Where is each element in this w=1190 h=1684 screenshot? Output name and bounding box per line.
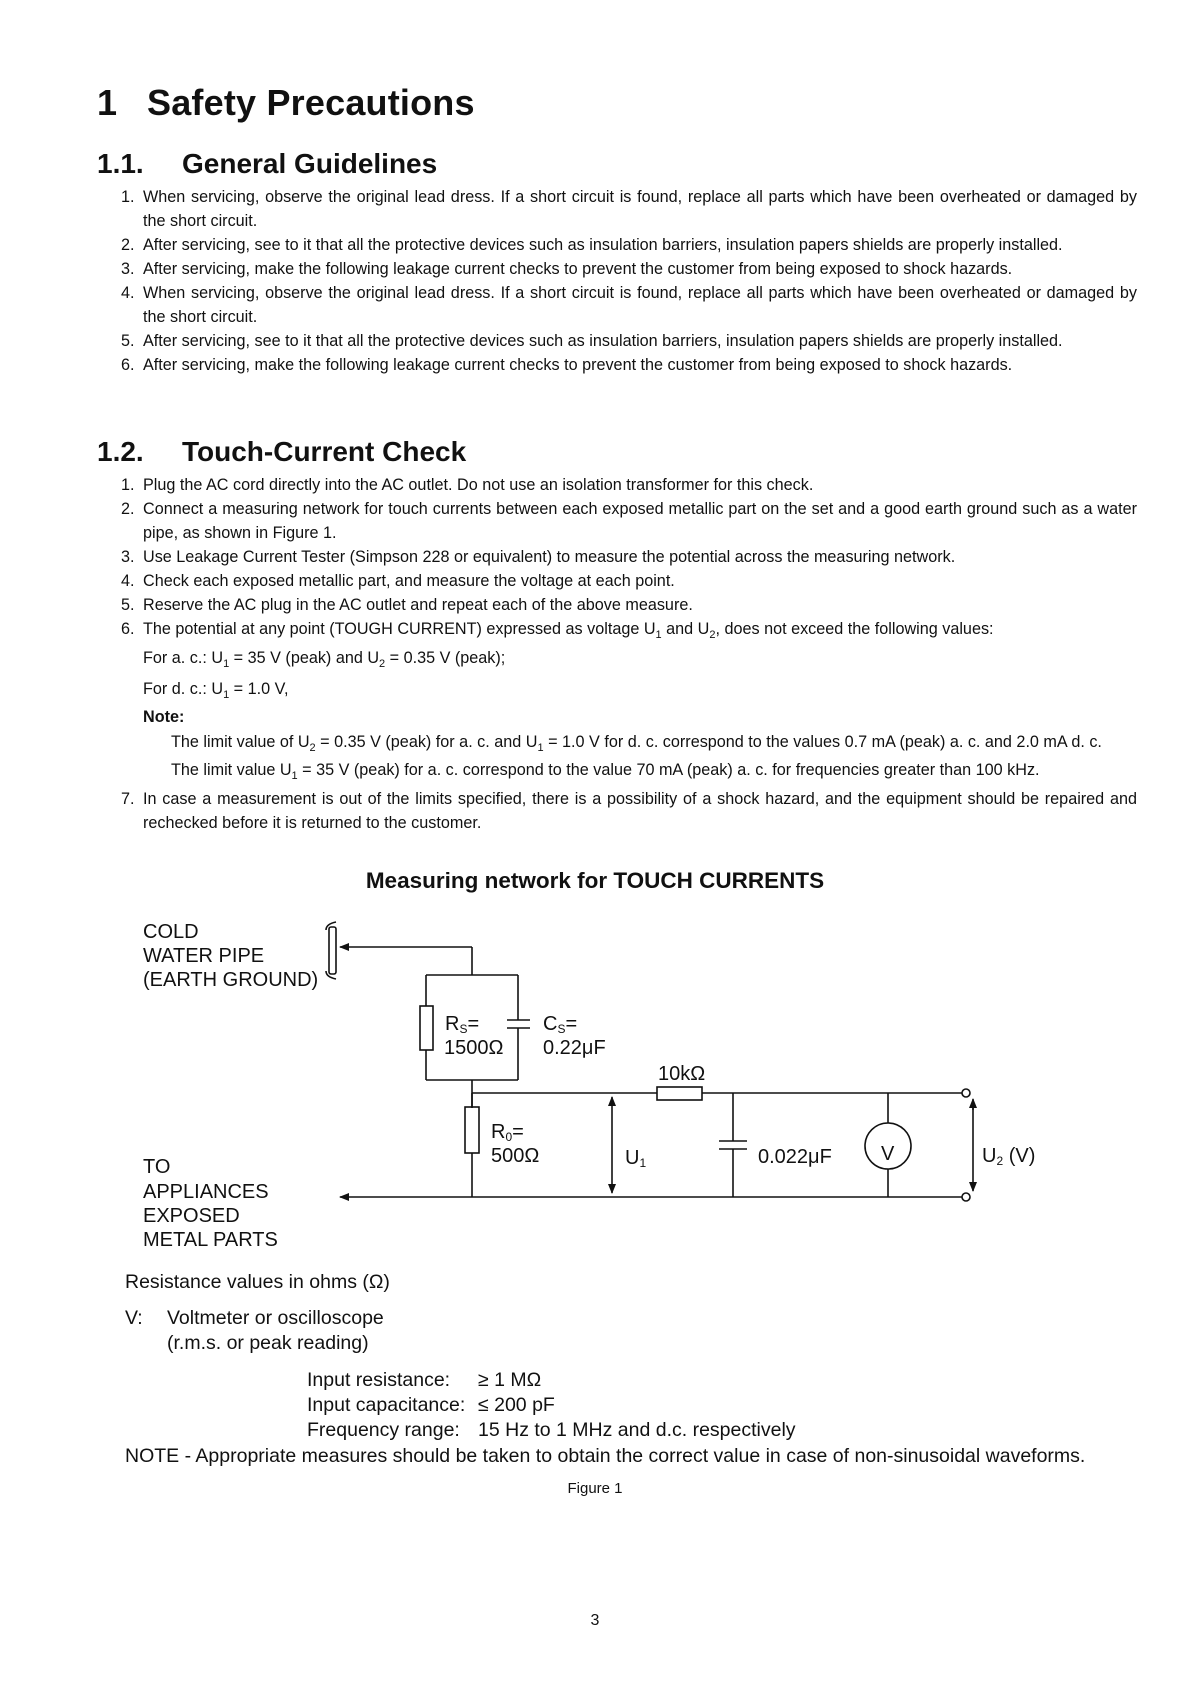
list-item: 2. Connect a measuring network for touch currents between each exposed metallic part on the set and a good earth ground such as a water pipe, as shown in Figure 1. bbox=[121, 500, 1137, 542]
voltmeter-label: V bbox=[881, 1143, 895, 1165]
c-0022-label: 0.022μF bbox=[758, 1146, 832, 1168]
cs-label: CS= bbox=[543, 1013, 578, 1036]
waveform-note: NOTE - Appropriate measures should be taken to obtain the correct value in case of non-sinusoidal waveforms. bbox=[125, 1445, 1086, 1467]
resistor-r0 bbox=[465, 1107, 479, 1153]
u1-label: U1 bbox=[625, 1147, 647, 1170]
rs-value: 1500Ω bbox=[444, 1037, 504, 1059]
terminal bbox=[962, 1193, 970, 1201]
rs-label: RS= bbox=[445, 1013, 480, 1036]
resistor-10k bbox=[657, 1087, 702, 1100]
earth-ground-label: (EARTH GROUND) bbox=[143, 969, 319, 991]
section-heading-touch-current-check: 1.2. Touch-Current Check bbox=[97, 436, 467, 467]
metal-parts-label: METAL PARTS bbox=[143, 1229, 278, 1251]
list-item: 1. When servicing, observe the original lead dress. If a short circuit is found, replace all parts which have been overheated or damaged by the short circuit. bbox=[121, 188, 1137, 230]
list-item: 3. After servicing, make the following leakage current checks to prevent the customer from being exposed to shock hazards. bbox=[121, 260, 1013, 278]
terminal bbox=[962, 1089, 970, 1097]
voltmeter-description: Voltmeter or oscilloscope (r.m.s. or peak reading) bbox=[167, 1307, 384, 1354]
r10k-label: 10kΩ bbox=[658, 1063, 706, 1085]
resistor-rs bbox=[420, 1006, 433, 1050]
water-pipe-symbol bbox=[329, 927, 336, 974]
list-item: 4. When servicing, observe the original lead dress. If a short circuit is found, replace all parts which have been overheated or damaged by the short circuit. bbox=[121, 284, 1137, 326]
voltmeter-key: V: bbox=[125, 1307, 143, 1329]
appliances-label: APPLIANCES bbox=[143, 1181, 269, 1203]
note-text-1: The limit value of $U_2 = 0.35$ V (peak) for a. c. and $U_1 = 1.0$ V for d. c. correspond to the values 0.7 mA (peak) a. c. and 2.0 mA d. c. bbox=[171, 733, 1102, 754]
water-pipe-bracket bbox=[326, 922, 336, 979]
r0-label: R0= bbox=[491, 1121, 524, 1144]
cold-label: COLD bbox=[143, 921, 199, 943]
list-item: 2. After servicing, see to it that all the protective devices such as insulation barriers, insulation papers shields are properly installed. bbox=[121, 236, 1063, 254]
list-item: 7. In case a measurement is out of the limits specified, there is a possibility of a shock hazard, and the equipment should be repaired and rechecked before it is returned to the customer. bbox=[121, 790, 1137, 832]
resistance-note: Resistance values in ohms (Ω) bbox=[125, 1271, 390, 1293]
list-item: 4. Check each exposed metallic part, and measure the voltage at each point. bbox=[121, 572, 675, 590]
figure-caption: Figure 1 bbox=[567, 1480, 623, 1497]
list-item: 3. Use Leakage Current Tester (Simpson 228 or equivalent) to measure the potential across the measuring network. bbox=[121, 548, 956, 566]
cs-value: 0.22μF bbox=[543, 1037, 606, 1059]
exposed-label: EXPOSED bbox=[143, 1205, 240, 1227]
page-number: 3 bbox=[590, 1612, 600, 1629]
list-item: 5. Reserve the AC plug in the AC outlet and repeat each of the above measure. bbox=[121, 596, 693, 614]
u2-label: U2 (V) bbox=[982, 1145, 1036, 1168]
list-item: 5. After servicing, see to it that all the protective devices such as insulation barriers, insulation papers shields are properly installed. bbox=[121, 332, 1063, 350]
input-specs-values: ≥ 1 MΩ ≤ 200 pF 15 Hz to 1 MHz and d.c. respectively bbox=[478, 1369, 796, 1441]
list-item: 6. The potential at any point (TOUGH CURRENT) expressed as voltage $U_1$ and $U_2$, does not exceed the following values: For a. c.: $U_1 = 35$ V (peak) and $U_2 = 0.35$ V (peak); For d. c.: $U_1 = 1.0$ V, Note: The limit value of $U_2 = 0.35$ V (peak) for a. c. and $U_1 = 1.0$ V for d. c. correspond to the values 0.7 mA (peak) a. c. and 2.0 mA d. c. The limit value $U_1 = 35$ V (peak) for a. c. correspond to the value 70 mA (peak) a. c. for frequencies greater than 100 kHz. bbox=[97, 617, 1137, 785]
input-specs-labels: Input resistance: Input capacitance: Frequency range: bbox=[307, 1369, 466, 1441]
section-heading-general-guidelines: 1.1. General Guidelines bbox=[97, 148, 438, 179]
note-text-2: The limit value $U_1 = 35$ V (peak) for a. c. correspond to the value 70 mA (peak) a. c. for frequencies greater than 100 kHz. bbox=[171, 761, 1040, 782]
list-item: 6. After servicing, make the following leakage current checks to prevent the customer from being exposed to shock hazards. bbox=[121, 356, 1013, 374]
diagram-title: Measuring network for TOUCH CURRENTS bbox=[365, 868, 825, 893]
to-label: TO bbox=[143, 1156, 171, 1178]
page-title: 1 Safety Precautions bbox=[97, 82, 475, 123]
list-item: 1. Plug the AC cord directly into the AC outlet. Do not use an isolation transformer for this check. bbox=[121, 476, 814, 494]
note-label: Note: bbox=[143, 708, 185, 726]
r0-value: 500Ω bbox=[491, 1145, 540, 1167]
dc-limit-line: For d. c.: $U_1 = 1.0$ V, bbox=[143, 680, 289, 701]
water-pipe-label: WATER PIPE bbox=[143, 945, 265, 967]
ac-limit-line: For a. c.: $U_1 = 35$ V (peak) and $U_2 = 0.35$ V (peak); bbox=[143, 649, 506, 670]
